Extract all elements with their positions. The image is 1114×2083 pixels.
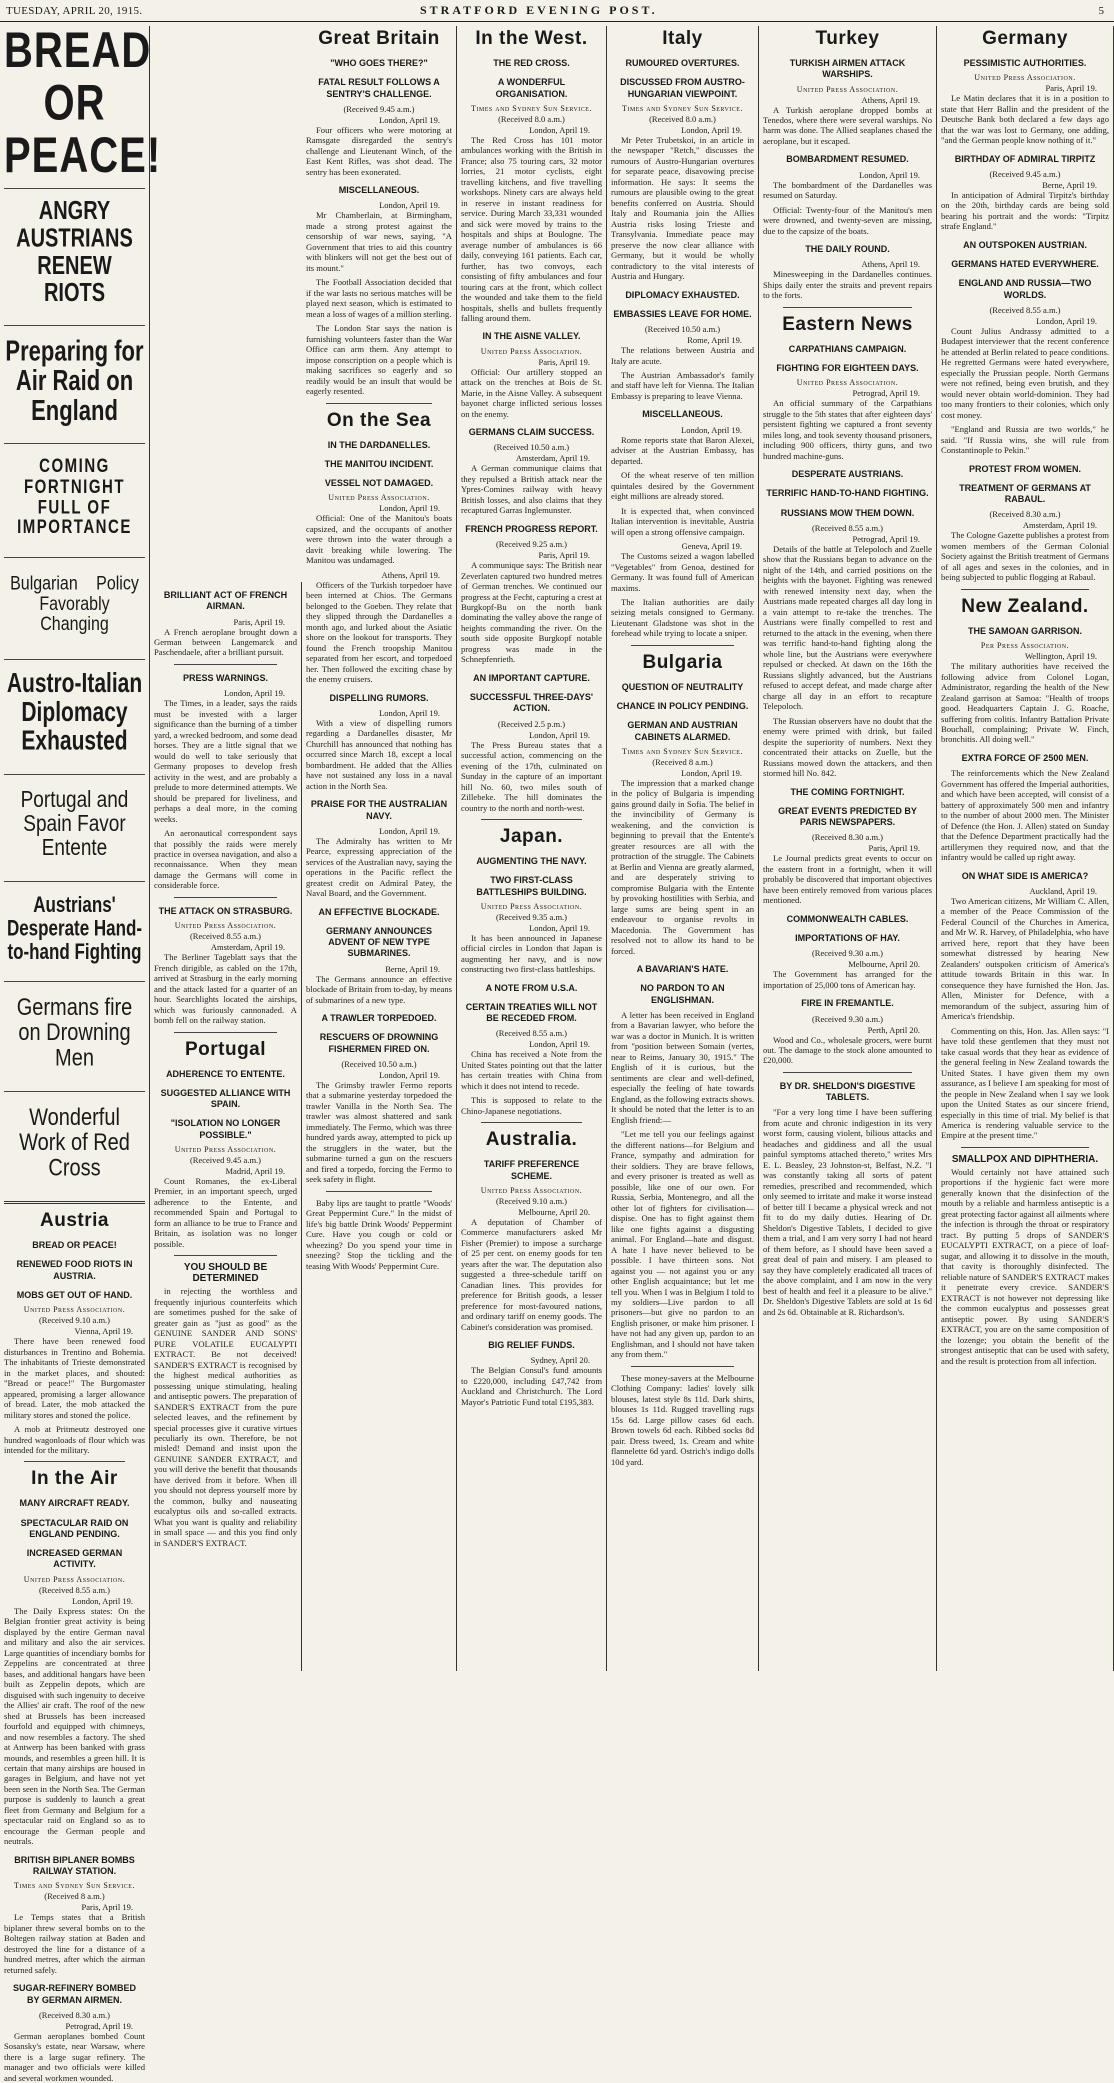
subheading: THE ATTACK ON STRASBURG. (158, 905, 293, 916)
headline-deck: Preparing for Air Raid on England (5, 334, 144, 427)
received-time: (Received 8.55 a.m.) (38, 1584, 111, 1595)
section-heading: Portugal (184, 1038, 267, 1060)
subheading: PESSIMISTIC AUTHORITIES. (963, 58, 1087, 68)
subheading: DISCUSSED FROM AUSTRO-HUNGARIAN VIEWPOINT. (620, 77, 745, 99)
article-text: The Italian authorities are daily seizing metals consigned to Germany. Lieutenant Gladstone was shot in the forehead while trying to locate a sniper. (611, 597, 754, 639)
received-time: (Received 9.45 a.m.) (189, 1154, 262, 1165)
main-headline: BREAD OR PEACE! (4, 23, 162, 183)
dateline: London, April 19. (72, 1595, 133, 1606)
dateline: Madrid, April 19. (225, 1165, 285, 1176)
subheading: A TRAWLER TORPEDOED. (321, 1013, 437, 1024)
section-heading: New Zealand. (961, 595, 1089, 617)
subheading: THE DAILY ROUND. (805, 244, 890, 255)
received-time: (Received 8.0 a.m.) (649, 113, 716, 124)
subheading: VESSEL NOT DAMAGED. (324, 478, 434, 489)
subheading: ADHERENCE TO ENTENTE. (166, 1068, 285, 1079)
article-text: The Russian observers have no doubt that the enemy were primed with drink, but failed despite the superiority of numbers. Next they concentrated their attacks on Zuelle, but the Russians mowed down the attackers, and then stormed hill No. 842. (763, 715, 932, 779)
article-text: The Germans announce an effective blockade of Britain from to-day, by means of submarines of a new type. (306, 973, 452, 1005)
column-3 (302, 26, 457, 1671)
article-text: The Government has arranged for the importation of 25,000 tons of American hay. (763, 969, 932, 990)
column-4 (457, 26, 607, 1671)
article-text: Minesweeping in the Dardanelles continues. Ships daily enter the straits and prevent repairs to the forts. (763, 269, 932, 301)
received-time: (Received 9.30 a.m.) (811, 1013, 884, 1024)
subheading: MOBS GET OUT OF HAND. (16, 1289, 133, 1300)
article-text: It has been announced in Japanese official circles in London that Japan is augmenting her navy, and is now constructing two first-class battleships. (461, 932, 602, 975)
dateline: Melbourne, April 20. (848, 959, 920, 970)
subheading: SUGAR-REFINERY BOMBED BY GERMAN AIRMEN. (12, 1983, 136, 2005)
article-text: The impression that a marked change in the policy of Bulgaria is impending gains ground daily in Sofia. The belief in the invincibility of Germany is weakening, and the conviction is beginning to prevail that the Entente's greater resources are all with the protraction of the struggle. The Cabinets at Berlin and Vienna are greatly alarmed, and are desperately striving to compromise Bulgaria with the Entente by provoking hostilities with Serbia, and large sums are being spent in an endeavour to organise revolts in Macedonia. The Government has resolved not to allow its hand to be forced. (611, 777, 754, 956)
dateline: Amsterdam, April 19. (1022, 520, 1097, 531)
article-text: In anticipation of Admiral Tirpitz's birthday on the 20th, birthday cards are being sold bearing his portrait and the words: "Tirpitz strafe England." (941, 189, 1109, 232)
subheading: THE SAMOAN GARRISON. (967, 625, 1082, 636)
article-text: An official summary of the Carpathians struggle to the 5th states that after eighteen days' persistent fighting we captured a front seventy miles long, and took seventy thousand prisoners, including 900 officers, thirty guns, and two hundred machine-guns. (763, 398, 932, 461)
subheading: THE MANITOU INCIDENT. (324, 458, 434, 469)
dateline: London, April 19. (379, 503, 440, 514)
article-text: The Austrian Ambassador's family and staff have left for Vienna. The Italian Embassy is preparing to leave Vienna. (611, 370, 754, 401)
article-text: Two American citizens, Mr William C. Allen, a member of the Peace Commission of the Federal Council of the Churches in America, and Mr W. R. Harvey, of Philadelphia, who have arrived here, report that they have been somewhat distressed by hearing New Zealanders' outspoken criticism of America's attitude towards Britain in this war. In consequence they have furnished the Hon. Jas. Allen, Minister for Defence, with a memorandum of the subject, assuring him of America's friendship. (941, 895, 1109, 1022)
subheading: GERMAN AND AUSTRIAN CABINETS ALARMED. (627, 720, 738, 742)
dateline: London, April 19. (529, 922, 590, 933)
subheading: SUGGESTED ALLIANCE WITH SPAIN. (160, 1087, 291, 1110)
section-heading: Japan. (499, 826, 564, 848)
dateline: Sydney, April 20. (530, 1355, 590, 1366)
received-time: (Received 8 a.m.) (652, 756, 713, 767)
article-text: The relations between Austria and Italy are acute. (611, 345, 754, 366)
subheading: BREAD OR PEACE! (32, 1240, 117, 1251)
received-time: (Received 8.55 a.m.) (495, 1028, 568, 1039)
subheading: BRITISH BIPLANER BOMBS RAILWAY STATION. (14, 1854, 135, 1877)
article-text: The bombardment of the Dardanelles was resumed on Saturday. (763, 179, 932, 201)
subheading: QUESTION OF NEUTRALITY (621, 681, 744, 692)
dateline: London, April 19. (379, 825, 440, 836)
article-text: China has received a Note from the United States pointing out that the latter has certain treaties with China from which it does not intend to recede. (461, 1049, 602, 1091)
subheading: PRESS WARNINGS. (182, 672, 268, 683)
subheading: TARIFF PREFERENCE SCHEME. (483, 1159, 580, 1181)
article-text: The Customs seized a wagon labelled "Vegetables" from Genoa, destined for Germany. It was found full of American maxims. (611, 551, 754, 593)
dateline: Geneva, April 19. (681, 541, 742, 552)
dateline: London, April 19. (379, 114, 440, 125)
subheading: DISPELLING RUMORS. (329, 692, 429, 703)
column-1 (0, 23, 162, 2083)
subheading: BOMBARDMENT RESUMED. (786, 154, 909, 165)
dateline: London, April 19. (529, 729, 590, 740)
subheading: TWO FIRST-CLASS BATTLESHIPS BUILDING. (476, 875, 587, 897)
article-text: German aeroplanes bombed Count Sosansky's estate, near Warsaw, where there is a large sugar refinery. The manager and two officials were killed and several workmen wounded. (4, 2030, 145, 2083)
advertisement-text: in rejecting the worthless and frequently injurious counterfeits which are sometimes pushed for the sake of greater gain as "just as good" as the GENUINE SANDER AND SONS' PURE VOLATILE EUCALYPTI EXTRACT. Be not deceived! SANDER'S EXTRACT is recognised by the highest medical authorities as possessing unique stimulating, healing and antiseptic powers. The preparation of SANDER'S EXTRACT from the pure selected leaves, and the refinement by special processes give it curative virtues peculiarly its own. Therefore, be not misled! Demand and insist upon the GENUINE SANDER EXTRACT, and you will derive the benefit that thousands have derived from it before. When ill you should not depress yourself more by the common, bulky and nauseating eucalyptus oils and so-called extracts. What you want is quality and reliability in small space — and this you find only in SANDER'S EXTRACT. (154, 1286, 297, 1548)
dateline: Amsterdam, April 19. (515, 453, 590, 464)
dateline: Paris, April 19. (538, 356, 590, 367)
article-text: A French aeroplane brought down a German between Langemarck and Paschendaele, after a brilliant pursuit. (154, 626, 297, 658)
article-text: Rome reports state that Baron Alexei, adviser at the Austrian Embassy, has departed. (611, 434, 754, 466)
received-time: (Received 8.30 a.m.) (989, 509, 1061, 520)
subheading: EMBASSIES LEAVE FOR HOME. (613, 308, 752, 319)
subheading: RUMOURED OVERTURES. (625, 58, 740, 68)
dateline: Paris, April 19. (868, 843, 920, 854)
dateline: Wellington, April 19. (1024, 651, 1097, 662)
received-time: (Received 9.45 a.m.) (989, 168, 1061, 179)
subheading: BIRTHDAY OF ADMIRAL TIRPITZ (954, 153, 1096, 164)
received-time: (Received 2.5 p.m.) (497, 718, 566, 729)
dateline: Petrograd, April 19. (65, 2020, 133, 2031)
article-text: Le Journal predicts great events to occur on the eastern front in a fortnight, when it will probably be discovered that important objectives have been entirely removed from various places mentioned. (763, 853, 932, 906)
received-time: (Received 9.30 a.m.) (811, 948, 884, 959)
subheading: COMMONWEALTH CABLES. (786, 913, 909, 924)
article-text: Official: One of the Manitou's boats capsized, and the occupants of another were thrown into the water through a davit breaking while lowering. The Manitou was undamaged. (306, 513, 452, 566)
advertisement-heading: YOU SHOULD BE DETERMINED (183, 1262, 268, 1285)
article-text: Details of the battle at Telepoloch and Zuelle show that the Russians began to advance on the night of the 14th, and carried positions on the heights with the bayonet. Fighting was renewed with renewed intensity next day, when the Austrians made repeated charges all day long in a vain attempt to re-take the trenches. The Austrians were finally compelled to rest and returned to the attack in the evening, when there was terrific hand-to-hand fighting along the whole line, but the Austrians were everywhere repulsed or checked. At dawn on the 16th the Russians slightly advanced, but the Austrians refused to accept defeat, and made charge after charge all day in an effort to recapture Telepoloch. (763, 543, 932, 712)
advertisement-heading: SMALLPOX AND DIPHTHERIA. (951, 1153, 1099, 1165)
article-text: Le Temps states that a British biplaner threw several bombs on to the Boltegen railway station at Baden and destroyed the line for a distance of a hundred metres, after which the airman returned safely. (4, 1912, 145, 1975)
news-agency: United Press Association. (480, 346, 583, 356)
received-time: (Received 8.55 a.m.) (189, 931, 262, 942)
dateline: Vienna, April 19. (74, 1326, 133, 1337)
headline-deck: ANGRY AUSTRIANS RENEW RIOTS (16, 197, 133, 308)
headline-deck: Bulgarian Policy Favorably Changing (10, 574, 139, 635)
advertisement-text: Would certainly not have attained such proportions if the hygienic fact were more generally known that the disinfection of the mouth by a reliable and harmless antiseptic is a great protecting factor against all ailments where the infection is through the throat or respiratory tract. By putting 5 drops of SANDER'S EUCALYPTI EXTRACT, on a piece of loaf-sugar, and allowing it to dissolve in the mouth, that cavity is thoroughly disinfected. The reliable nature of SANDER'S EXTRACT makes it penetrate every crevice. SANDER'S EXTRACT is not however not depressing like the common eucalyptus and possesses great antiseptic power. By using SANDER'S EXTRACT, you are on the same composition of the lozenge; you obtain the benefit of the strongest antiseptic that can be used with safety, and the result is protection from all infection. (941, 1166, 1109, 1366)
dateline: London, April 19. (681, 124, 742, 135)
article-text: The Daily Express states: On the Belgian frontier great activity is being displayed by the entire German naval and military and also the air services. Large quantities of incendiary bombs for Zeppelins are concentrated at three bases, and additional hangars have been built as Zeppelin depots, which are disguised with such ingenuity to deceive the Allies' air craft. The roof of the new shed at Brussels has been increased fourfold and equipped with chimneys, and now resembles a factory. The shed at Antwerp has been banked with grass mounds, and resembles a green hill. It is certain that many airships are housed in garages in Belgium, and have not yet been seen in the North Sea. The German purpose is suddenly to launch a great fleet from Germany and Belgium for a spectacular raid on England so as to encourage the German people and neutrals. (4, 1605, 145, 1847)
article-text: Wood and Co., wholesale grocers, were burnt out. The damage to the stock alone amounted to £20,000. (763, 1034, 932, 1066)
article-text: The reinforcements which the New Zealand Government has offered the Imperial authorities, and which have been accepted, will consist of a battery of approximately 500 men and infantry to the number of about 2000 men. The Minister of Defence (the Hon. J. Allen) stated on Sunday that the Defence Department practically had the artillerymen they required now, and that the infantry would be called up right away. (941, 768, 1109, 863)
article-text: The military authorities have received the following advice from Colonel Logan, Administrator, regarding the health of the New Zealand garrison at Samoa: "Health of troops good. Headquarters Captain J. G. Roache, suffering from colitis. Infantry Battalion Private Bouchall, complaining; Private W. Finch, bronchitis. All doing well." (941, 661, 1109, 745)
section-heading: Austria (40, 1210, 109, 1232)
subheading: PROTEST FROM WOMEN. (969, 463, 1081, 474)
subheading: BIG RELIEF FUNDS. (488, 1340, 575, 1351)
news-agency: United Press Association. (174, 921, 277, 931)
dateline: London, April 19. (224, 688, 285, 699)
subheading: A BAVARIAN'S HATE. (636, 964, 729, 975)
dateline: Melbourne, April 20. (518, 1206, 590, 1217)
received-time: (Received 8 a.m.) (44, 1891, 105, 1902)
subheading: FRENCH PROGRESS REPORT. (465, 523, 598, 534)
article-text: "England and Russia are two worlds," he said. "If Russia wins, she will rule from Constantinople to Pekin." (941, 424, 1109, 456)
article-text: The Cologne Gazette publishes a protest from women members of the German Colonial Society against the British treatment of Germans of all ages and sexes in the colonies, and in being subjected to public flogging at Rabaul. (941, 530, 1109, 583)
dateline: Petrograd, April 19. (852, 388, 920, 399)
subheading: CERTAIN TREATIES WILL NOT BE RECEDED FROM. (465, 1001, 598, 1024)
section-heading: Turkey (815, 28, 880, 49)
dateline: Athens, April 19. (381, 569, 440, 580)
advertisement-text: "For a very long time I have been suffering from acute and chronic indigestion in its very worst form, causing violent, bilious attacks and headaches and giddiness and all the usual painful symptoms attached thereto," writes Mrs E. L. Beasley, 23 Johnston-st, Belfast, N.Z. "I was constantly taking all sorts of patent remedies, prescribed and recommended, which only seemed to irritate and make it worse instead of better till I became a physical wreck and not fit to do my daily duties. Hearing of Dr. Sheldon's Digestive Tablets, I decided to give them a trial, and I am very sorry I had not heard of them before, as I should have been saved a great deal of pain and misery. I am pleased to say they have completely eradicated all traces of the above complaint, and I am now in the very best of health and feel it a pleasure to be alive." Dr. Sheldon's Digestive Tablets are sold at 1s 6d and 2s 6d. Obtainable at R. Richardson's. (763, 1107, 932, 1317)
subheading: MISCELLANEOUS. (642, 409, 723, 420)
page-number: 5 (1098, 5, 1104, 17)
dateline: Paris, April 19. (233, 616, 285, 627)
subheading: BRILLIANT ACT OF FRENCH AIRMAN. (163, 590, 288, 612)
article-text: A German communique claims that they repulsed a British attack near the Ypres-Comines railway with heavy British losses, and also claims that they recaptured Garras Inglemunster. (461, 463, 602, 516)
article-text: Officers of the Turkish torpedoer have been interned at Chios. The Germans belonged to the Goeben. They relate that they slipped through the Dardanelles a month ago, and lurked about the Asiatic shore on the lookout for transports. They found the French troopship Manitou separated from her escort, and torpedoed her. Then followed the exciting chase by the enemy cruisers. (306, 579, 452, 685)
received-time: (Received 10.50 a.m.) (644, 324, 721, 335)
article-text: The Times, in a leader, says the raids must be invested with a larger significance than the burning of a timber yard, a wrecked bedroom, and some dead horses. They are a little signal that we would do well to take seriously that Germany proposes to develop fresh activity in the west, and are probably a prelude to more determined attempts. We should be prepared for liveliness, and perhaps a deal more, in the coming weeks. (154, 698, 297, 824)
section-heading: Bulgaria (642, 651, 723, 673)
article-text: The London Star says the nation is furnishing volunteers faster than the War Office can arm them. Any attempt to impose conscription on a people which is making sacrifices so eagerly and so readily would be an insult that would be eagerly resented. (306, 323, 452, 397)
subheading: GERMANS CLAIM SUCCESS. (468, 427, 595, 438)
dateline: Paris, April 19. (81, 1902, 133, 1913)
headline-deck: Wonderful Work of Red Cross (19, 1104, 130, 1182)
article-text: Commenting on this, Hon. Jas. Allen says: "I have told these gentlemen that they must not take casual words that they hear as evidence of the general feeling in New Zealand towards the United States. I have given them my own assurance, as I believe I am speaking for most of the people in New Zealand when I say we look upon the United States as our sincere friend, especially in this time of trial. My belief is that America is rendering valuable service to the Empire at the present time." (941, 1025, 1109, 1141)
article-text: A mob at Pritmeutz destroyed one hundred wagonloads of flour which was intended for the military. (4, 1424, 145, 1455)
subheading: RESCUERS OF DROWNING FISHERMEN FIRED ON. (319, 1032, 439, 1054)
headline-deck: Austro-Italian Diplomacy Exhausted (6, 668, 143, 756)
subheading: FIRE IN FREMANTLE. (801, 998, 894, 1009)
subheading: AN EFFECTIVE BLOCKADE. (318, 906, 440, 917)
subheading: TURKISH AIRMEN ATTACK WARSHIPS. (789, 58, 906, 80)
dateline: Amsterdam, April 19. (210, 942, 285, 953)
subheading: IN THE DARDANELLES. (327, 439, 431, 450)
dateline: London, April 19. (529, 1039, 590, 1050)
dateline: Berne, April 19. (1042, 179, 1097, 190)
article-text: "Let me tell you our feelings against the different nations—for Belgium and France, sympathy and admiration for their soldiers. They are brave fellows, and every prisoner is treated as well as possible, like one of our own. For Russia, Serbia, Montenegro, and all the other lot of fighters for civilisation—dispise. One has to fight against them like one fights against a disgusting animal. For England—hate and disgust. A hate I have never believed to be possible. I have thirteen sons. Not against you — not against you or any other English acquaintance; but let me tell you. When I was in Belgium I told to my soldiers—Live pardon to all prisoners—but give no pardon to an English prisoner, or make him prisoner. I have not had any given up, pardon to an Englishman, and I should not have taken any from them." (611, 1129, 754, 1360)
news-agency: Times and Sydney Sun Service. (471, 103, 592, 113)
article-text: A communique says: The British near Zeverlaten captured two hundred metres of German trenches. We continued our progress at the Fecht, capturing a crest at Burgkopf-Bu on the north bank dominating the valley above the range of heights commanding the river. On the south side opposite Burgkopf notable progress was made in the Schnepfenrieth. (461, 560, 602, 665)
subheading: GERMANY ANNOUNCES ADVENT OF NEW TYPE SUBMARINES. (325, 925, 432, 959)
article-text: Mr Peter Trubetskoi, in an article in the newspaper "Retch," discusses the rumours of Austro-Hungarian overtures for separate peace, disavowing precise information. He says: It seems the rumours are plausible owing to the great benefits conferred on Austria. Should Italy and Roumania join the Allies Austria risks losing Trieste and Transylvania. Immediate peace may preserve the now clear alliance with Germany, but it would be wholly contradictory to the vital interests of Austria and Hungary. (611, 134, 754, 282)
column-7 (937, 26, 1114, 1671)
column-2 (150, 582, 302, 1671)
subheading: AUGMENTING THE NAVY. (476, 856, 587, 867)
article-text: Count Julius Andrassy admitted to a Budapest interviewer that the recent conference he attended at Berlin related to peace conditions. He regretted Germans were hated everywhere, especially the Prussian people. North Germans were not refined, being even brutish, and they would never obtain world-dominion. They had too many frontiers to their colonies, which only cost money. (941, 325, 1109, 420)
subheading: SUCCESSFUL THREE-DAYS' ACTION. (469, 692, 594, 714)
received-time: (Received 8.30 a.m.) (38, 2009, 111, 2020)
dateline: London, April 19. (379, 707, 440, 718)
advertisement-text: Baby lips are taught to prattle "Woods' Great Peppermint Cure." In the midst of life's big battle Drink Woods' Peppermint Cure. Have you cough or cold or wheezing? Do you spend your time in sneezing? Stop the tickling and the teasing With Woods' Peppermint Cure. (306, 1197, 452, 1271)
dateline: Athens, April 19. (861, 259, 920, 270)
dateline: London, April 19. (859, 169, 920, 180)
article-text: The Berliner Tageblatt says that the French dirigible, as cabled on the 17th, arrived at Strasburg in the early morning and the attack lasted for a quarter of an hour. Searchlights located the airships, which was furiously cannonaded. A bomb fell on the railway station. (154, 952, 297, 1026)
subheading: TERRIFIC HAND-TO-HAND FIGHTING. (766, 488, 929, 499)
received-time: (Received 8.55 a.m.) (989, 304, 1061, 315)
news-agency: United Press Association. (796, 378, 899, 388)
received-time: (Received 9.45 a.m.) (343, 103, 415, 114)
column-6 (759, 26, 937, 1671)
news-agency: United Press Association. (328, 493, 430, 503)
section-heading: Eastern News (782, 313, 913, 335)
dateline: London, April 19. (379, 200, 440, 211)
received-time: (Received 9.10 a.m.) (495, 1195, 568, 1206)
article-text: The Belgian Consul's fund amounts to £220,000, including £47,742 from Auckland and Christchurch. The Lord Mayor's Patriotic Fund total £195,383. (461, 1365, 602, 1407)
news-agency: Times and Sydney Sun Service. (622, 103, 743, 113)
dateline: Petrograd, April 19. (852, 533, 920, 544)
subheading: GERMANS HATED EVERYWHERE. (951, 259, 1099, 270)
subheading: DESPERATE AUSTRIANS. (791, 469, 904, 480)
article-text: The Football Association decided that if the war lasts no serious matches will be played next season, which is estimated to mean a loss of wages of a million sterling. (306, 277, 452, 319)
subheading: IMPORTATIONS OF HAY. (795, 933, 900, 944)
article-text: This is supposed to relate to the Chino-Japanese negotiations. (461, 1095, 602, 1116)
news-agency: United Press Association. (23, 1305, 126, 1315)
received-time: (Received 9.25 a.m.) (495, 539, 568, 550)
dateline: Auckland, April 19. (1029, 885, 1097, 896)
dateline: London, April 19. (379, 1069, 440, 1080)
issue-date: TUESDAY, APRIL 20, 1915. (6, 5, 143, 17)
headline-deck: COMING FORTNIGHT FULL OF IMPORTANCE (17, 455, 132, 540)
subheading: IN THE AISNE VALLEY. (482, 331, 581, 342)
section-heading: In the Air (31, 1468, 118, 1490)
subheading: RENEWED FOOD RIOTS IN AUSTRIA. (16, 1259, 133, 1281)
received-time: (Received 8.55 a.m.) (811, 522, 884, 533)
masthead (0, 0, 1114, 22)
newspaper-title: STRATFORD EVENING POST. (420, 3, 658, 17)
article-text: An aeronautical correspondent says that possibly the raids were merely practice in oversea navigation, and also a reconnaissance. When they mean damage the Germans will come in considerable force. (154, 828, 297, 891)
news-agency: Times and Sydney Sun Service. (622, 746, 743, 756)
headline-deck: Germans fire on Drowning Men (16, 994, 133, 1072)
subheading: THE RED CROSS. (493, 58, 570, 68)
section-heading: Italy (662, 28, 703, 49)
subheading: FATAL RESULT FOLLOWS A SENTRY'S CHALLENGE. (318, 77, 440, 99)
news-agency: United Press Association. (23, 1574, 126, 1584)
advertisement-text: These money-savers at the Melbourne Clothing Company: ladies' lovely silk blouses, latest style 8s 11d. Dark shirts, blouses 1s 11d. Rugged travelling rugs 15s 6d. Large pillow cases 6d each. Brown towels 6d each. Ribbed socks 8d pair. Dress tweed, 1s. Cream and white flannelette 6d yard. Ostrich's indigo dolls 10d yard. (611, 1372, 754, 1467)
section-heading: Great Britain (318, 28, 440, 49)
article-text: With a view of dispelling rumors regarding a Dardanelles disaster, Mr Churchill has announced that nothing has occurred since March 18, except a local bombardment. He added that the Allies have not sustained any loss in a naval action in the North Sea. (306, 717, 452, 791)
subheading: NO PARDON TO AN ENGLISHMAN. (640, 983, 725, 1005)
article-text: The Press Bureau states that a successful action, commencing on the evening of the 17th, culminated on Sunday in the capture of an important hill No. 60, two miles south of Zillebeke. The hill dominates the country to the north and north-west. (461, 739, 602, 813)
headline-deck: Austrians' Desperate Hand-to-hand Fighting (6, 892, 143, 964)
received-time: (Received 9.35 a.m.) (495, 911, 568, 922)
article-text: A letter has been received in England from a Bavarian lawyer, who before the war was a doctor in Munich. It is written from "position between Somain (vertes, near to Reims, January 30, 1915." The English of it is curious, but the sentiments are clear and well-defined, especially the feeling of hate towards England, as the following extracts shows. It should be noted that the letter is to an English friend:— (611, 1009, 754, 1125)
dateline: London, April 19. (681, 424, 742, 435)
subheading: CHANCE IN POLICY PENDING. (616, 701, 749, 712)
section-heading: Germany (982, 28, 1068, 49)
dateline: London, April 19. (529, 124, 590, 135)
subheading: DIPLOMACY EXHAUSTED. (625, 289, 740, 300)
article-text: The Red Cross has 101 motor ambulances working with the British in France; also 75 touring cars, 32 motor lorries, 21 motor cyclists, eight travelling kitchens, and five travelling workshops. Ninety cars are always held in reserve in instant readiness for service. During March 33,331 wounded and sick were moved by trains to the hospitals and ships at Boulogne. The average number of ambulances is 66 daily, conveying 161 patients. Each car, further, has two convoys, each consisting of fifty ambulances and four touring cars at the front, which collect the wounded and take them to the field hospitals, shells and bullets frequently falling around them. (461, 134, 602, 323)
received-time: (Received 9.10 a.m.) (38, 1315, 111, 1326)
received-time: (Received 8.0 a.m.) (498, 113, 565, 124)
dateline: Paris, April 19. (538, 550, 590, 561)
article-text: Mr Chamberlain, at Birmingham, made a strong protest against the censorship of war news, saying, "A Government that tries to aid this country with blinkers will not get the best out of its mount." (306, 210, 452, 273)
news-agency: United Press Association. (796, 84, 899, 94)
article-text: Official: Our artillery stopped an attack on the trenches at Bois de St. Marie, in the Aisne Valley. A subsequent bayonet charge inflicted serious losses on the enemy. (461, 366, 602, 419)
subheading: EXTRA FORCE OF 2500 MEN. (961, 752, 1089, 763)
article-text: Of the wheat reserve of ten million quintales desired by the Government eight millions are already stored. (611, 470, 754, 502)
article-text: Four officers who were motoring at Ramsgate disregarded the sentry's challenge and Lieutenant Winch, of the East Kent Rifles, was shot dead. The sentry has been exonerated. (306, 124, 452, 177)
news-agency: Per Press Association. (980, 641, 1070, 651)
subheading: MANY AIRCRAFT READY. (19, 1498, 130, 1509)
subheading: INCREASED GERMAN ACTIVITY. (26, 1548, 123, 1570)
subheading: "WHO GOES THERE?" (330, 58, 428, 68)
dateline: Paris, April 19. (1045, 83, 1097, 94)
subheading: TREATMENT OF GERMANS AT RABAUL. (959, 482, 1091, 505)
news-agency: United Press Association. (480, 901, 583, 911)
subheading: THE COMING FORTNIGHT. (790, 786, 905, 797)
section-heading: In the West. (475, 28, 588, 49)
received-time: (Received 10.50 a.m.) (341, 1058, 417, 1069)
section-heading: On the Sea (326, 409, 432, 431)
article-text: Count Romanes, the ex-Liberal Premier, in an important speech, urged adherence to the Entente, and recommended Spain and Portugal to form an alliance to be true to France and Britain, as isolation was no longer possible. (154, 1175, 297, 1249)
subheading: PRAISE FOR THE AUSTRALIAN NAVY. (310, 799, 448, 821)
article-text: Le Matin declares that it is in a position to state that Herr Ballin and the president of the Deutsche Bank both declared a few days ago that the war was lost to Germany, one adding, "and the German people know nothing of it." (941, 93, 1109, 146)
received-time: (Received 10.50 a.m.) (493, 442, 570, 453)
column-5 (607, 26, 759, 1671)
subheading: ENGLAND AND RUSSIA—TWO WORLDS. (958, 278, 1092, 300)
subheading: MISCELLANEOUS. (338, 185, 420, 196)
dateline: London, April 19. (681, 767, 742, 778)
subheading: SPECTACULAR RAID ON ENGLAND PENDING. (20, 1517, 129, 1539)
subheading: A WONDERFUL ORGANISATION. (495, 77, 568, 99)
subheading: "ISOLATION NO LONGER POSSIBLE." (170, 1118, 281, 1140)
subheading: A NOTE FROM U.S.A. (485, 982, 578, 993)
news-agency: Times and Sydney Sun Service. (14, 1881, 135, 1891)
dateline: Perth, April 20. (867, 1024, 920, 1035)
subheading: RUSSIANS MOW THEM DOWN. (780, 507, 915, 518)
article-text: A deputation of Chamber of Commerce manufacturers asked Mr Fisher (Premier) to impose a surcharge of 25 per cent. on enemy goods for ten years after the war. The deputation also suggested a three-schedule tariff on Canadian lines. This provides for preference for British goods, a lesser preference for most-favoured nations, and ordinary tariff on enemy goods. The Cabinet's consideration was promised. (461, 1216, 602, 1332)
news-agency: United Press Association. (174, 1144, 277, 1154)
received-time: (Received 8.30 a.m.) (811, 832, 884, 843)
subheading: CARPATHIANS CAMPAIGN. (788, 343, 907, 354)
subheading: GREAT EVENTS PREDICTED BY PARIS NEWSPAPERS. (778, 805, 917, 828)
headline-deck: Portugal and Spain Favor Entente (20, 787, 129, 861)
article-text: A Turkish aeroplane dropped bombs at Tenedos, where there were several warships. No harm was done. The Allied seaplanes chased the aeroplane, but it escaped. (763, 104, 932, 146)
article-text: The Admiralty has written to Mr Pearce, expressing appreciation of the services of the Australian navy, saying the operations in the Pacific reflect the greatest credit on Admiral Patey, the Naval Board, and the Government. (306, 835, 452, 899)
article-text: The Grimsby trawler Fermo reports that a submarine yesterday torpedoed the trawler Vanilla in the North Sea. The trawler was almost shattered and sank immediately. The Fermo, which was three hundred yards away, attempted to pick up the strugglers in the water, but the submarine turned a gun on the rescuers and fired a torpedo, forcing the Fermo to seek safety in flight. (306, 1079, 452, 1185)
article-text: There have been renewed food disturbances in Trentino and Bohemia. The inhabitants of Trieste demonstrated in the market places, and shouted: "Bread or peace!" The Burgomaster appeared, promising a larger allowance of bread. Later, the mob attacked the military stores and stoned the police. (4, 1336, 145, 1420)
subheading: ON WHAT SIDE IS AMERICA? (961, 870, 1089, 881)
subheading: AN IMPORTANT CAPTURE. (473, 672, 590, 683)
news-agency: United Press Association. (974, 73, 1076, 83)
section-heading: Australia. (485, 1129, 578, 1151)
dateline: Rome, April 19. (687, 335, 742, 346)
advertisement-heading: BY DR. SHELDON'S DIGESTIVE TABLETS. (779, 1080, 916, 1103)
article-text: Official: Twenty-four of the Manitou's men were drowned, and twenty-seven are missing, due to the capsize of the boats. (763, 204, 932, 236)
dateline: Berne, April 19. (385, 963, 440, 974)
dateline: Athens, April 19. (861, 94, 920, 105)
news-agency: United Press Association. (480, 1185, 583, 1195)
subheading: AN OUTSPOKEN AUSTRIAN. (963, 239, 1087, 250)
subheading: FIGHTING FOR EIGHTEEN DAYS. (776, 363, 919, 374)
dateline: London, April 19. (1036, 315, 1097, 326)
article-text: It is expected that, when convinced Italian intervention is inevitable, Austria will open a strong offensive campaign. (611, 505, 754, 537)
